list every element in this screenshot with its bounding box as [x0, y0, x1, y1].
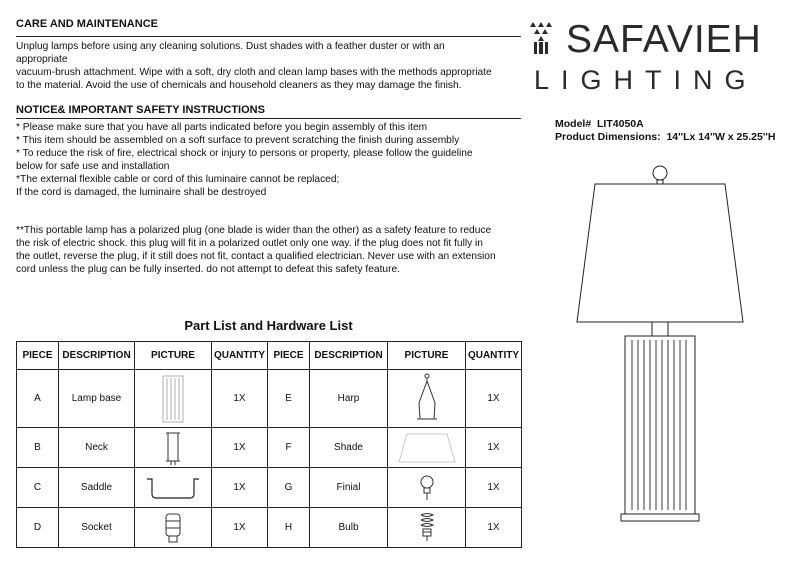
- dims-value: 14''Lx 14''W x 25.25''H: [666, 131, 776, 143]
- picture-cell: [388, 468, 466, 508]
- plug-line: the risk of electric shock. this plug will fit in a polarized outlet only one way. if the plug does not fit fully in: [16, 238, 483, 249]
- notice-line: * Please make sure that you have all parts indicated before you begin assembly of this item: [16, 122, 428, 133]
- plug-line: the outlet, reverse the plug, if it still does not fit, contact a qualified electrician. Never use with an extension: [16, 251, 496, 262]
- col-piece: PIECE: [268, 342, 310, 370]
- piece-cell: E: [268, 370, 310, 428]
- table-row: [17, 370, 522, 428]
- saddle-icon: [135, 474, 211, 502]
- plug-text: [16, 224, 526, 276]
- parts-table: [16, 341, 522, 548]
- table-row: [17, 468, 522, 508]
- care-line: to the material. Avoid the use of chemicals and household cleaners as they may damage the finish.: [16, 80, 462, 91]
- col-description: DESCRIPTION: [59, 342, 135, 370]
- description-cell: Lamp base: [59, 370, 135, 428]
- col-description: DESCRIPTION: [310, 342, 388, 370]
- divider: [16, 118, 521, 119]
- notice-text: [16, 121, 526, 199]
- notice-line: * This item should be assembled on a soft surface to prevent scratching the finish during assembly: [16, 135, 460, 146]
- col-quantity: QUANTITY: [466, 342, 522, 370]
- plug-line: cord unless the plug can be fully inserted. do not attempt to defeat this safety feature.: [16, 264, 400, 275]
- lamp-drawing: [560, 158, 760, 526]
- divider: [16, 36, 521, 37]
- harp-icon: [388, 373, 465, 425]
- picture-cell: [135, 468, 212, 508]
- notice-heading: NOTICE& IMPORTANT SAFETY INSTRUCTIONS: [16, 104, 265, 116]
- bulb-icon: [388, 511, 465, 545]
- lamp-base-icon: [135, 374, 211, 424]
- brand-subtitle: LIGHTING: [534, 65, 758, 95]
- description-cell: Bulb: [310, 508, 388, 548]
- quantity-cell: 1X: [212, 428, 268, 468]
- picture-cell: [135, 508, 212, 548]
- col-quantity: QUANTITY: [212, 342, 268, 370]
- picture-cell: [135, 370, 212, 428]
- piece-cell: H: [268, 508, 310, 548]
- description-cell: Neck: [59, 428, 135, 468]
- brand-name: SAFAVIEH: [566, 18, 762, 61]
- table-row: [17, 508, 522, 548]
- quantity-cell: 1X: [212, 508, 268, 548]
- quantity-cell: 1X: [466, 468, 522, 508]
- part-list-title: Part List and Hardware List: [184, 318, 353, 333]
- quantity-cell: 1X: [466, 508, 522, 548]
- care-heading: CARE AND MAINTENANCE: [16, 18, 158, 30]
- description-cell: Finial: [310, 468, 388, 508]
- piece-cell: D: [17, 508, 59, 548]
- dims-label: Product Dimensions:: [555, 131, 661, 143]
- notice-line: If the cord is damaged, the luminaire shall be destroyed: [16, 187, 267, 198]
- piece-cell: B: [17, 428, 59, 468]
- notice-line: below for safe use and installation: [16, 161, 170, 172]
- brand-mark-icon: [528, 20, 568, 60]
- piece-cell: F: [268, 428, 310, 468]
- col-piece: PIECE: [17, 342, 59, 370]
- product-dimensions: [555, 130, 775, 144]
- col-picture: PICTURE: [135, 342, 212, 370]
- piece-cell: A: [17, 370, 59, 428]
- description-cell: Saddle: [59, 468, 135, 508]
- shade-icon: [388, 431, 465, 465]
- picture-cell: [135, 428, 212, 468]
- plug-line: **This portable lamp has a polarized plug (one blade is wider than the other) as a safety feature to reduce: [16, 225, 492, 236]
- care-line: appropriate: [16, 54, 68, 65]
- quantity-cell: 1X: [466, 428, 522, 468]
- quantity-cell: 1X: [212, 468, 268, 508]
- table-header-row: [17, 342, 522, 370]
- description-cell: Socket: [59, 508, 135, 548]
- col-picture: PICTURE: [388, 342, 466, 370]
- picture-cell: [388, 508, 466, 548]
- piece-cell: C: [17, 468, 59, 508]
- model-value: LIT4050A: [597, 118, 644, 130]
- notice-line: * To reduce the risk of fire, electrical shock or injury to persons or property, please follow the guideline: [16, 148, 473, 159]
- care-line: Unplug lamps before using any cleaning solutions. Dust shades with a feather duster or with an: [16, 41, 445, 52]
- care-text: [16, 40, 526, 92]
- table-row: [17, 428, 522, 468]
- picture-cell: [388, 428, 466, 468]
- care-line: vacuum-brush attachment. Wipe with a soft, dry cloth and clean lamp bases with the methods appropriate: [16, 67, 492, 78]
- picture-cell: [388, 370, 466, 428]
- neck-icon: [135, 430, 211, 466]
- socket-icon: [135, 511, 211, 545]
- finial-icon: [388, 473, 465, 503]
- quantity-cell: 1X: [212, 370, 268, 428]
- model-label: Model#: [555, 118, 592, 130]
- description-cell: Shade: [310, 428, 388, 468]
- description-cell: Harp: [310, 370, 388, 428]
- model-number: [555, 117, 644, 131]
- notice-line: *The external flexible cable or cord of this luminaire cannot be replaced;: [16, 174, 340, 185]
- quantity-cell: 1X: [466, 370, 522, 428]
- piece-cell: G: [268, 468, 310, 508]
